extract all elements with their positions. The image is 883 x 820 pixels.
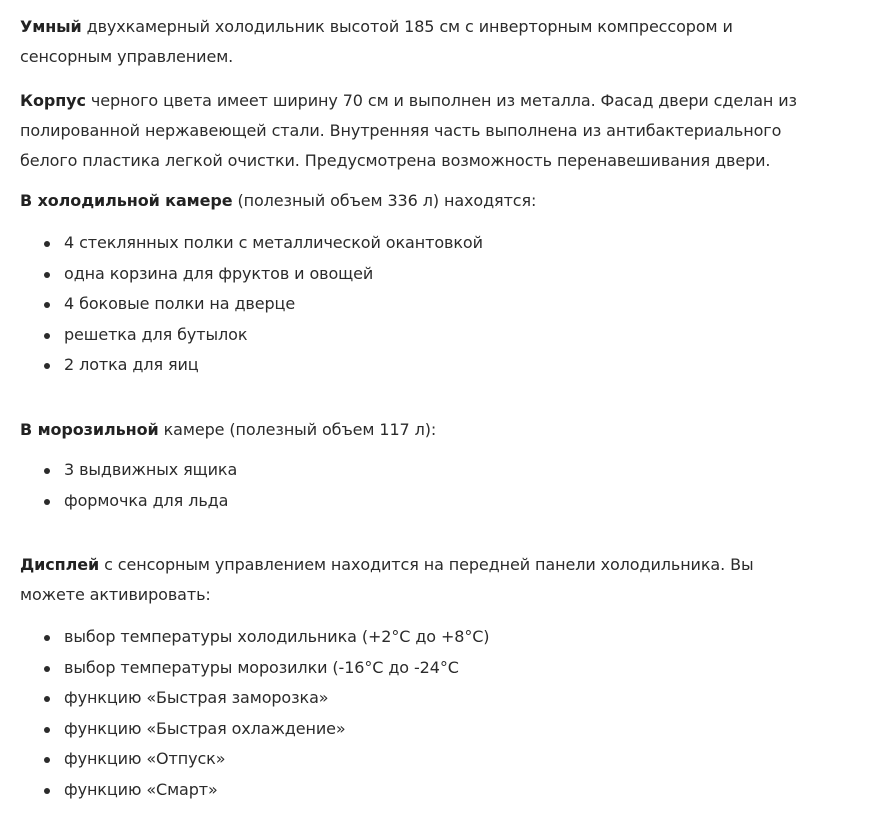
intro-text: двухкамерный холодильник высотой 185 см с инверторным компрессором и [81,17,733,36]
list-item: 4 боковые полки на дверце [44,289,483,320]
display-paragraph [20,550,880,610]
list-item: выбор температуры холодильника (+2°C до +8°C) [44,622,489,653]
display-line-2: можете активировать: [20,585,211,604]
fridge-heading [20,186,880,216]
freezer-text: камере (полезный объем 117 л): [158,420,437,439]
intro-bold: Умный [20,17,82,36]
intro-line-1 [20,12,880,42]
list-item: 3 выдвижных ящика [44,455,237,486]
intro-line-2: сенсорным управлением. [20,47,234,66]
fridge-list [44,228,483,381]
display-text: с сенсорным управлением находится на передней панели холодильника. Вы [99,555,754,574]
fridge-text: (полезный объем 336 л) находятся: [232,191,537,210]
list-item: функцию «Быстрая заморозка» [44,683,489,714]
body-line-1 [20,86,880,116]
list-item: выбор температуры морозилки (-16°C до -24°C [44,653,489,684]
list-item: формочка для льда [44,486,237,517]
body-bold: Корпус [20,91,86,110]
body-line-3: белого пластика легкой очистки. Предусмотрена возможность перенавешивания двери. [20,151,771,170]
display-bold: Дисплей [20,555,100,574]
list-item: 4 стеклянных полки с металлической окантовкой [44,228,483,259]
fridge-bold: В холодильной камере [20,191,233,210]
list-item: функцию «Быстрая охлаждение» [44,714,489,745]
intro-paragraph [20,12,880,72]
display-line-1 [20,550,880,580]
display-list [44,622,489,805]
freezer-list [44,455,237,516]
list-item: 2 лотка для яиц [44,350,483,381]
body-paragraph [20,86,880,176]
list-item: решетка для бутылок [44,320,483,351]
freezer-bold: В морозильной [20,420,159,439]
list-item: функцию «Смарт» [44,775,489,806]
freezer-heading [20,415,880,445]
body-text: черного цвета имеет ширину 70 см и выполнен из металла. Фасад двери сделан из [85,91,797,110]
list-item: функцию «Отпуск» [44,744,489,775]
list-item: одна корзина для фруктов и овощей [44,259,483,290]
body-line-2: полированной нержавеющей стали. Внутренняя часть выполнена из антибактериального [20,121,782,140]
